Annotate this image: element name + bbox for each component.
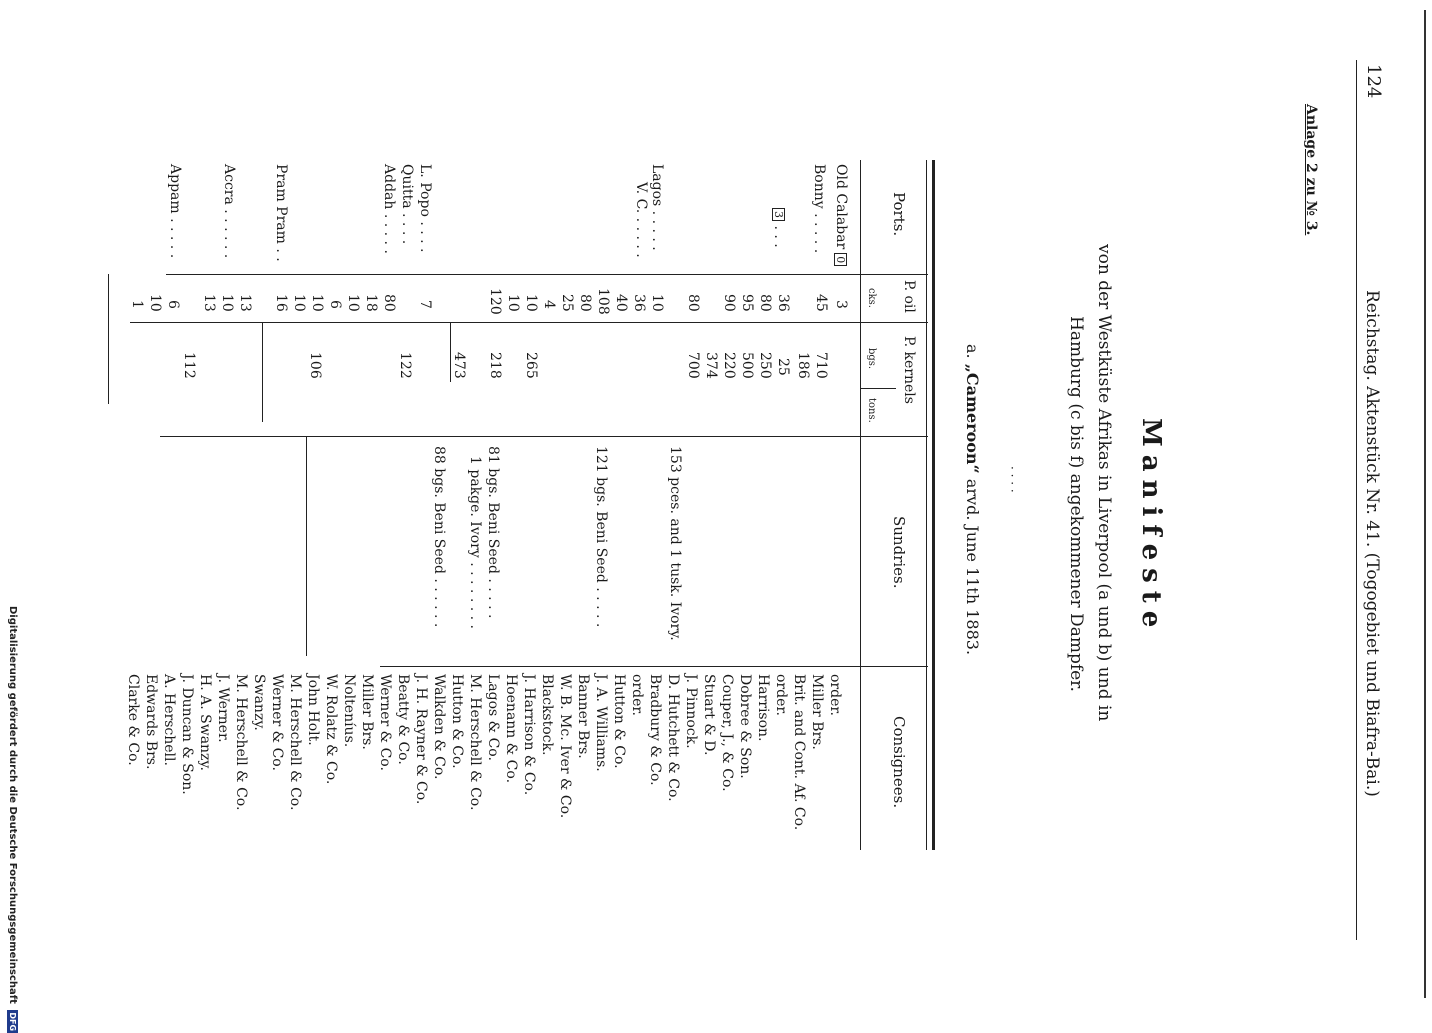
consignee: M. Herschell & Co.	[467, 674, 483, 811]
subtotal-rule	[306, 436, 307, 656]
header-p-oil: P. oil	[901, 280, 917, 313]
page-title: Manifeste	[1136, 418, 1166, 636]
subtitle-line-1: von der Westküste Afrikas in Liverpool (a und b) und in	[1094, 244, 1114, 722]
consignee: Swanzy.	[251, 674, 267, 731]
oil-value: 45	[813, 294, 829, 312]
consignee: Clarke & Co.	[125, 674, 141, 766]
oil-value: 10	[309, 294, 325, 312]
kernels-value: 473	[451, 352, 467, 379]
kernels-value: 218	[487, 352, 503, 379]
col-rule-sundries	[380, 666, 928, 667]
consignee: Hutton & Co.	[449, 674, 465, 769]
consignee: M. Herschell & Co.	[287, 674, 303, 811]
port-row	[772, 204, 786, 248]
consignee: W. B. Mc. Iver & Co.	[557, 674, 573, 819]
consignee: Bradbury & Co.	[647, 674, 663, 786]
kernels-value: 25	[775, 358, 791, 376]
kernels-value: 250	[757, 352, 773, 379]
kernels-value: 700	[685, 352, 701, 379]
consignee: D. Hutchett & Co.	[665, 674, 681, 802]
consignee: H. A. Swanzy.	[197, 674, 213, 771]
consignee: order.	[827, 674, 843, 716]
consignee: Hoenann & Co.	[503, 674, 519, 784]
consignee: Werner & Co.	[377, 674, 393, 771]
kernels-value: 186	[795, 352, 811, 379]
oil-value: 10	[147, 294, 163, 312]
head-rule	[1356, 60, 1357, 940]
credit-text: Digitalisierung gefördert durch die Deutsche Forschungsgemeinschaft	[7, 606, 18, 1004]
port-row: L. Popo . . . .	[417, 164, 433, 253]
consignee: Harrison.	[755, 674, 771, 742]
consignee: Miller Brs.	[809, 674, 825, 750]
oil-value: 80	[577, 294, 593, 312]
oil-value: 7	[417, 300, 433, 309]
oil-value: 6	[327, 300, 343, 309]
consignee: Stuart & D.	[701, 674, 717, 756]
oil-value: 18	[363, 294, 379, 312]
separator-dots: · · · ·	[1005, 466, 1019, 493]
port-row: Addah . . . . .	[381, 164, 397, 254]
oil-value: 10	[345, 294, 361, 312]
oil-value: 4	[541, 300, 557, 309]
port-row: Pram Pram . .	[273, 164, 289, 262]
port-row: Lagos . . . . .	[649, 164, 665, 251]
subtotal-rule	[262, 322, 263, 422]
oil-value: 13	[237, 294, 253, 312]
col-rule-kernels	[160, 436, 928, 437]
sundries-entry: 1 pakge. Ivory . . . . . . . .	[467, 456, 483, 629]
dfg-logo: DFG	[8, 1012, 17, 1032]
consignee: Edwards Brs.	[143, 674, 159, 770]
page-edge-rule	[1424, 10, 1426, 998]
kernels-value: 220	[721, 352, 737, 379]
port-name: . . .	[771, 225, 787, 248]
consignee: A. Herschell.	[161, 674, 177, 766]
consignee: J. Pinnock.	[683, 674, 699, 749]
consignee: J. A. Williams.	[593, 674, 609, 772]
kernels-value: 106	[307, 352, 323, 379]
oil-value: 80	[757, 294, 773, 312]
subtotal-rule	[450, 322, 451, 382]
oil-value: 16	[273, 294, 289, 312]
kernels-value: 710	[813, 352, 829, 379]
table-top-rule	[932, 160, 935, 850]
appendix-label: Anlage 2 zu № 3.	[1303, 104, 1319, 236]
oil-value: 6	[165, 300, 181, 309]
consignee: Brit. and Cont. Af. Co.	[791, 674, 807, 831]
oil-value: 80	[685, 294, 701, 312]
port-name: Old Calabar	[833, 164, 849, 250]
consignee: Banner Brs.	[575, 674, 591, 759]
consignee: W. Rolatz & Co.	[323, 674, 339, 785]
ship-name: „Cameroon“	[963, 363, 982, 474]
oil-value: 3	[833, 300, 849, 309]
sundries-entry: 88 bgs. Beni Seed . . . . . .	[431, 446, 447, 628]
oil-value: 90	[721, 294, 737, 312]
port-row: Accra . . . . . .	[221, 164, 237, 259]
ship-arrival: arvd. June 11th 1883.	[963, 478, 982, 656]
digitization-credit	[7, 606, 18, 1033]
header-ports: Ports.	[890, 192, 908, 237]
consignee: order.	[773, 674, 789, 716]
ship-line	[964, 344, 980, 655]
consignee: Miller Brs.	[359, 674, 375, 750]
oil-value: 10	[219, 294, 235, 312]
oil-value: 80	[381, 294, 397, 312]
ship-prefix: a.	[963, 344, 982, 359]
port-row: Appam . . . . .	[167, 164, 183, 259]
header-bgs: bgs.	[866, 348, 877, 370]
kernels-value: 122	[397, 352, 413, 379]
col-rule-kernels-head	[896, 322, 928, 323]
oil-value: 108	[595, 288, 611, 315]
consignee: J. Duncan & Son.	[179, 674, 195, 795]
consignee: Nolteníus.	[341, 674, 357, 748]
consignee: J. Werner.	[215, 674, 231, 743]
consignee: Lagos & Co.	[485, 674, 501, 761]
page-number: 124	[1363, 64, 1384, 99]
oil-value: 1	[129, 300, 145, 309]
table-top-rule-thin	[926, 160, 927, 850]
subtitle-line-2: Hamburg (c bis f) angekommener Dampfer.	[1066, 316, 1086, 692]
header-sundries: Sundries.	[890, 516, 908, 589]
oil-value: 13	[201, 294, 217, 312]
col-rule-ports	[166, 274, 928, 275]
port-mark: 0	[834, 253, 847, 266]
col-rule-oil	[130, 322, 928, 323]
oil-value: 120	[487, 288, 503, 315]
header-consignees: Consignees.	[890, 716, 908, 809]
consignee: J. H. Rayner & Co.	[413, 674, 429, 805]
consignee: J. Harrison & Co.	[521, 674, 537, 796]
oil-value: 10	[523, 294, 539, 312]
port-mark: 3	[772, 208, 785, 221]
consignee: Dobree & Son.	[737, 674, 753, 779]
oil-value: 40	[613, 294, 629, 312]
subtotal-rule	[108, 274, 109, 404]
kernels-value: 112	[181, 352, 197, 379]
header-p-kernels: P. kernels	[901, 336, 917, 404]
col-rule-bgs	[860, 388, 896, 389]
oil-value: 10	[505, 294, 521, 312]
consignee: order.	[629, 674, 645, 716]
oil-value: 95	[739, 294, 755, 312]
kernels-value: 374	[703, 352, 719, 379]
port-row	[834, 164, 848, 266]
consignee: Blackstock.	[539, 674, 555, 756]
running-head: Reichstag. Aktenstück Nr. 41. (Togogebiet und Biafra-Bai.)	[1362, 290, 1382, 797]
header-cks: cks.	[866, 288, 877, 308]
table-header-rule	[860, 160, 861, 850]
oil-value: 36	[775, 294, 791, 312]
kernels-value: 500	[739, 352, 755, 379]
consignee: Beatty & Co.	[395, 674, 411, 765]
consignee: Werner & Co.	[269, 674, 285, 771]
consignee: John Holt.	[305, 674, 321, 746]
port-row: Quitta . . . .	[399, 164, 415, 245]
oil-value: 25	[559, 294, 575, 312]
consignee: Walkden & Co.	[431, 674, 447, 780]
port-row: V. C. . . . . .	[633, 182, 649, 258]
sundries-entry: 81 bgs. Beni Seed . . . . .	[485, 446, 501, 619]
consignee: M. Herschell & Co.	[233, 674, 249, 811]
oil-value: 36	[631, 294, 647, 312]
oil-value: 10	[291, 294, 307, 312]
header-tons: tons.	[866, 398, 877, 423]
kernels-value: 265	[523, 352, 539, 379]
sundries-entry: 153 pces. and 1 tusk. Ivory.	[667, 446, 683, 641]
oil-value: 10	[649, 294, 665, 312]
port-row: Bonny . . . . .	[811, 164, 827, 254]
sundries-entry: 121 bgs. Beni Seed . . . . .	[593, 446, 609, 628]
consignee: Hutton & Co.	[611, 674, 627, 769]
consignee: Couper, J., & Co.	[719, 674, 735, 792]
